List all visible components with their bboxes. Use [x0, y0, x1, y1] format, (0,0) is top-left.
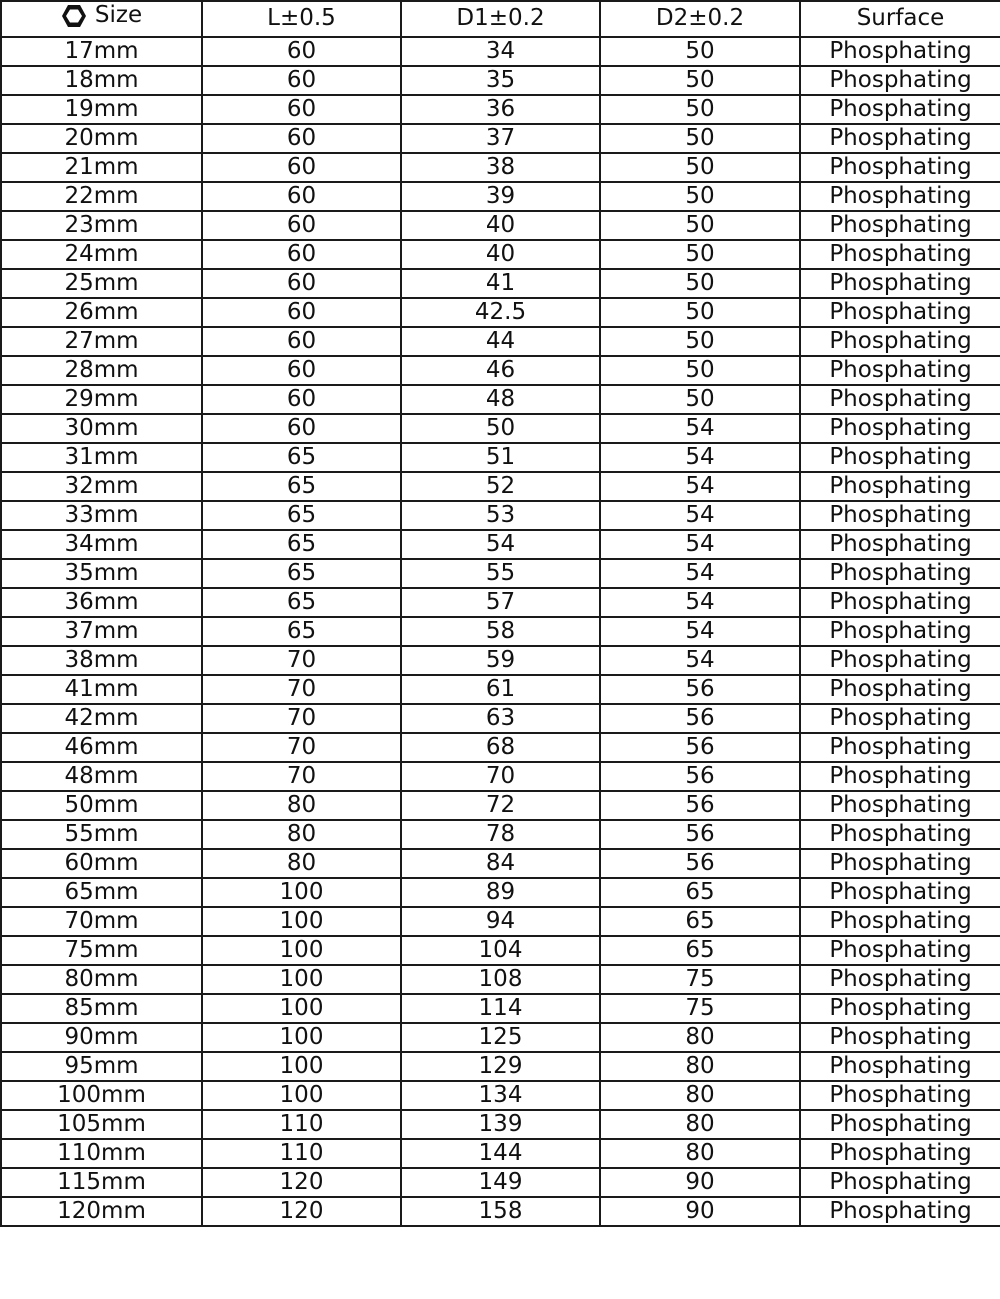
- header-length: L±0.5: [202, 1, 401, 37]
- cell-size: 34mm: [1, 530, 202, 559]
- cell-size: 75mm: [1, 936, 202, 965]
- cell-surface: Phosphating: [800, 66, 1000, 95]
- cell-d2: 54: [600, 501, 800, 530]
- cell-d2: 54: [600, 617, 800, 646]
- cell-length: 100: [202, 965, 401, 994]
- table-row: [1, 588, 1000, 617]
- cell-size: 23mm: [1, 211, 202, 240]
- cell-size: 30mm: [1, 414, 202, 443]
- cell-length: 60: [202, 95, 401, 124]
- cell-d1: 39: [401, 182, 600, 211]
- table-row: [1, 66, 1000, 95]
- cell-d1: 44: [401, 327, 600, 356]
- cell-size: 90mm: [1, 1023, 202, 1052]
- cell-length: 65: [202, 530, 401, 559]
- cell-d1: 48: [401, 385, 600, 414]
- cell-length: 70: [202, 704, 401, 733]
- table-row: [1, 385, 1000, 414]
- cell-d2: 90: [600, 1197, 800, 1226]
- cell-d1: 84: [401, 849, 600, 878]
- cell-d1: 34: [401, 37, 600, 66]
- cell-surface: Phosphating: [800, 878, 1000, 907]
- cell-surface: Phosphating: [800, 965, 1000, 994]
- cell-d2: 56: [600, 762, 800, 791]
- cell-d1: 129: [401, 1052, 600, 1081]
- cell-surface: Phosphating: [800, 37, 1000, 66]
- cell-d1: 57: [401, 588, 600, 617]
- table-body: [1, 37, 1000, 1226]
- cell-d2: 80: [600, 1081, 800, 1110]
- cell-size: 35mm: [1, 559, 202, 588]
- cell-d1: 42.5: [401, 298, 600, 327]
- cell-d2: 54: [600, 588, 800, 617]
- cell-length: 60: [202, 37, 401, 66]
- cell-d2: 75: [600, 965, 800, 994]
- cell-length: 100: [202, 1023, 401, 1052]
- cell-d2: 65: [600, 878, 800, 907]
- cell-size: 25mm: [1, 269, 202, 298]
- cell-surface: Phosphating: [800, 791, 1000, 820]
- cell-d2: 56: [600, 733, 800, 762]
- cell-d1: 114: [401, 994, 600, 1023]
- cell-surface: Phosphating: [800, 1081, 1000, 1110]
- header-d1: D1±0.2: [401, 1, 600, 37]
- cell-size: 27mm: [1, 327, 202, 356]
- cell-surface: Phosphating: [800, 443, 1000, 472]
- cell-length: 110: [202, 1110, 401, 1139]
- cell-d1: 61: [401, 675, 600, 704]
- cell-d2: 80: [600, 1139, 800, 1168]
- cell-size: 17mm: [1, 37, 202, 66]
- cell-d2: 54: [600, 472, 800, 501]
- cell-length: 70: [202, 675, 401, 704]
- cell-length: 100: [202, 994, 401, 1023]
- table-row: [1, 1197, 1000, 1226]
- cell-d2: 50: [600, 269, 800, 298]
- cell-size: 26mm: [1, 298, 202, 327]
- cell-surface: Phosphating: [800, 327, 1000, 356]
- cell-size: 50mm: [1, 791, 202, 820]
- table-row: [1, 327, 1000, 356]
- cell-length: 110: [202, 1139, 401, 1168]
- cell-surface: Phosphating: [800, 1052, 1000, 1081]
- table-row: [1, 646, 1000, 675]
- table-row: [1, 414, 1000, 443]
- cell-size: 32mm: [1, 472, 202, 501]
- cell-surface: Phosphating: [800, 385, 1000, 414]
- cell-surface: Phosphating: [800, 269, 1000, 298]
- table-row: [1, 240, 1000, 269]
- cell-size: 37mm: [1, 617, 202, 646]
- cell-size: 48mm: [1, 762, 202, 791]
- table-row: [1, 820, 1000, 849]
- cell-length: 60: [202, 66, 401, 95]
- cell-d2: 50: [600, 182, 800, 211]
- cell-d2: 80: [600, 1023, 800, 1052]
- cell-size: 55mm: [1, 820, 202, 849]
- cell-size: 36mm: [1, 588, 202, 617]
- cell-surface: Phosphating: [800, 588, 1000, 617]
- table-row: [1, 675, 1000, 704]
- table-row: [1, 936, 1000, 965]
- cell-surface: Phosphating: [800, 1023, 1000, 1052]
- cell-size: 33mm: [1, 501, 202, 530]
- cell-d1: 94: [401, 907, 600, 936]
- table-row: [1, 95, 1000, 124]
- cell-surface: Phosphating: [800, 646, 1000, 675]
- cell-length: 65: [202, 501, 401, 530]
- cell-d2: 50: [600, 66, 800, 95]
- cell-length: 65: [202, 588, 401, 617]
- cell-size: 85mm: [1, 994, 202, 1023]
- cell-d2: 90: [600, 1168, 800, 1197]
- cell-d2: 56: [600, 849, 800, 878]
- cell-surface: Phosphating: [800, 733, 1000, 762]
- table-row: [1, 472, 1000, 501]
- cell-length: 100: [202, 878, 401, 907]
- cell-size: 29mm: [1, 385, 202, 414]
- cell-d1: 53: [401, 501, 600, 530]
- cell-surface: Phosphating: [800, 356, 1000, 385]
- cell-d2: 65: [600, 907, 800, 936]
- cell-surface: Phosphating: [800, 907, 1000, 936]
- cell-surface: Phosphating: [800, 182, 1000, 211]
- cell-d2: 50: [600, 385, 800, 414]
- cell-d1: 63: [401, 704, 600, 733]
- cell-size: 60mm: [1, 849, 202, 878]
- header-d2: D2±0.2: [600, 1, 800, 37]
- cell-d2: 50: [600, 327, 800, 356]
- cell-d1: 59: [401, 646, 600, 675]
- cell-size: 38mm: [1, 646, 202, 675]
- cell-d1: 38: [401, 153, 600, 182]
- cell-d2: 50: [600, 124, 800, 153]
- cell-d2: 50: [600, 240, 800, 269]
- table-row: [1, 1168, 1000, 1197]
- table-row: [1, 965, 1000, 994]
- table-row: [1, 1023, 1000, 1052]
- cell-length: 60: [202, 240, 401, 269]
- cell-d1: 108: [401, 965, 600, 994]
- cell-size: 105mm: [1, 1110, 202, 1139]
- table-row: [1, 211, 1000, 240]
- table-row: [1, 791, 1000, 820]
- cell-d1: 72: [401, 791, 600, 820]
- cell-d1: 37: [401, 124, 600, 153]
- table-row: [1, 356, 1000, 385]
- cell-d1: 144: [401, 1139, 600, 1168]
- cell-size: 46mm: [1, 733, 202, 762]
- cell-surface: Phosphating: [800, 240, 1000, 269]
- cell-length: 100: [202, 907, 401, 936]
- cell-d2: 54: [600, 414, 800, 443]
- cell-length: 100: [202, 936, 401, 965]
- cell-d1: 55: [401, 559, 600, 588]
- header-row: [1, 1, 1000, 37]
- table-row: [1, 37, 1000, 66]
- cell-length: 60: [202, 298, 401, 327]
- cell-d1: 52: [401, 472, 600, 501]
- cell-surface: Phosphating: [800, 936, 1000, 965]
- cell-d1: 89: [401, 878, 600, 907]
- cell-size: 21mm: [1, 153, 202, 182]
- cell-d1: 68: [401, 733, 600, 762]
- cell-size: 19mm: [1, 95, 202, 124]
- cell-d2: 56: [600, 820, 800, 849]
- cell-size: 120mm: [1, 1197, 202, 1226]
- cell-d2: 80: [600, 1052, 800, 1081]
- cell-length: 65: [202, 472, 401, 501]
- cell-size: 95mm: [1, 1052, 202, 1081]
- cell-surface: Phosphating: [800, 501, 1000, 530]
- cell-d2: 50: [600, 37, 800, 66]
- cell-d2: 54: [600, 646, 800, 675]
- cell-d1: 50: [401, 414, 600, 443]
- cell-d1: 40: [401, 240, 600, 269]
- hex-socket-icon: [61, 3, 87, 29]
- table-row: [1, 704, 1000, 733]
- cell-surface: Phosphating: [800, 762, 1000, 791]
- cell-size: 20mm: [1, 124, 202, 153]
- table-row: [1, 733, 1000, 762]
- cell-d1: 40: [401, 211, 600, 240]
- cell-surface: Phosphating: [800, 675, 1000, 704]
- cell-surface: Phosphating: [800, 298, 1000, 327]
- cell-size: 18mm: [1, 66, 202, 95]
- cell-surface: Phosphating: [800, 1139, 1000, 1168]
- cell-size: 65mm: [1, 878, 202, 907]
- table-row: [1, 182, 1000, 211]
- cell-length: 60: [202, 124, 401, 153]
- cell-size: 115mm: [1, 1168, 202, 1197]
- cell-d1: 134: [401, 1081, 600, 1110]
- table-row: [1, 849, 1000, 878]
- cell-surface: Phosphating: [800, 1110, 1000, 1139]
- cell-d1: 54: [401, 530, 600, 559]
- cell-d2: 54: [600, 559, 800, 588]
- cell-d2: 56: [600, 675, 800, 704]
- cell-length: 65: [202, 443, 401, 472]
- cell-d1: 158: [401, 1197, 600, 1226]
- table-row: [1, 617, 1000, 646]
- table-row: [1, 530, 1000, 559]
- cell-d2: 50: [600, 298, 800, 327]
- cell-d1: 149: [401, 1168, 600, 1197]
- cell-length: 70: [202, 733, 401, 762]
- cell-d1: 35: [401, 66, 600, 95]
- table-row: [1, 501, 1000, 530]
- cell-d2: 80: [600, 1110, 800, 1139]
- cell-surface: Phosphating: [800, 472, 1000, 501]
- cell-surface: Phosphating: [800, 849, 1000, 878]
- table-row: [1, 153, 1000, 182]
- cell-size: 100mm: [1, 1081, 202, 1110]
- cell-d1: 51: [401, 443, 600, 472]
- table-row: [1, 559, 1000, 588]
- cell-length: 60: [202, 327, 401, 356]
- cell-surface: Phosphating: [800, 153, 1000, 182]
- cell-length: 60: [202, 211, 401, 240]
- cell-d1: 78: [401, 820, 600, 849]
- cell-surface: Phosphating: [800, 704, 1000, 733]
- cell-length: 80: [202, 849, 401, 878]
- header-surface: Surface: [800, 1, 1000, 37]
- table-header: [1, 1, 1000, 37]
- table-row: [1, 907, 1000, 936]
- cell-surface: Phosphating: [800, 211, 1000, 240]
- cell-size: 28mm: [1, 356, 202, 385]
- table-row: [1, 1081, 1000, 1110]
- cell-d1: 139: [401, 1110, 600, 1139]
- cell-d2: 50: [600, 95, 800, 124]
- header-size: [1, 1, 202, 37]
- cell-d1: 104: [401, 936, 600, 965]
- table-row: [1, 1052, 1000, 1081]
- cell-length: 60: [202, 385, 401, 414]
- cell-d2: 56: [600, 791, 800, 820]
- cell-length: 65: [202, 617, 401, 646]
- cell-length: 65: [202, 559, 401, 588]
- cell-surface: Phosphating: [800, 994, 1000, 1023]
- cell-length: 80: [202, 820, 401, 849]
- cell-size: 31mm: [1, 443, 202, 472]
- table-row: [1, 1110, 1000, 1139]
- cell-size: 22mm: [1, 182, 202, 211]
- cell-length: 100: [202, 1052, 401, 1081]
- cell-length: 120: [202, 1168, 401, 1197]
- cell-d2: 54: [600, 530, 800, 559]
- cell-surface: Phosphating: [800, 95, 1000, 124]
- cell-surface: Phosphating: [800, 124, 1000, 153]
- cell-surface: Phosphating: [800, 1168, 1000, 1197]
- cell-length: 60: [202, 269, 401, 298]
- cell-d1: 36: [401, 95, 600, 124]
- cell-length: 60: [202, 356, 401, 385]
- cell-d1: 41: [401, 269, 600, 298]
- cell-surface: Phosphating: [800, 820, 1000, 849]
- cell-d2: 75: [600, 994, 800, 1023]
- cell-d2: 54: [600, 443, 800, 472]
- table-row: [1, 298, 1000, 327]
- cell-surface: Phosphating: [800, 1197, 1000, 1226]
- cell-d2: 50: [600, 211, 800, 240]
- cell-size: 80mm: [1, 965, 202, 994]
- cell-d2: 65: [600, 936, 800, 965]
- table-row: [1, 762, 1000, 791]
- cell-surface: Phosphating: [800, 559, 1000, 588]
- table-row: [1, 269, 1000, 298]
- cell-length: 120: [202, 1197, 401, 1226]
- cell-length: 70: [202, 762, 401, 791]
- cell-d2: 50: [600, 153, 800, 182]
- cell-d2: 56: [600, 704, 800, 733]
- cell-d1: 125: [401, 1023, 600, 1052]
- table-row: [1, 124, 1000, 153]
- cell-surface: Phosphating: [800, 530, 1000, 559]
- cell-size: 41mm: [1, 675, 202, 704]
- table-row: [1, 443, 1000, 472]
- table-row: [1, 1139, 1000, 1168]
- cell-length: 60: [202, 182, 401, 211]
- table-row: [1, 994, 1000, 1023]
- cell-size: 70mm: [1, 907, 202, 936]
- cell-d2: 50: [600, 356, 800, 385]
- cell-d1: 58: [401, 617, 600, 646]
- cell-size: 24mm: [1, 240, 202, 269]
- cell-d1: 46: [401, 356, 600, 385]
- table-row: [1, 878, 1000, 907]
- cell-size: 42mm: [1, 704, 202, 733]
- cell-length: 100: [202, 1081, 401, 1110]
- cell-length: 70: [202, 646, 401, 675]
- cell-surface: Phosphating: [800, 414, 1000, 443]
- cell-surface: Phosphating: [800, 617, 1000, 646]
- cell-length: 80: [202, 791, 401, 820]
- header-size-label: Size: [94, 2, 143, 28]
- cell-length: 60: [202, 153, 401, 182]
- cell-d1: 70: [401, 762, 600, 791]
- cell-length: 60: [202, 414, 401, 443]
- cell-size: 110mm: [1, 1139, 202, 1168]
